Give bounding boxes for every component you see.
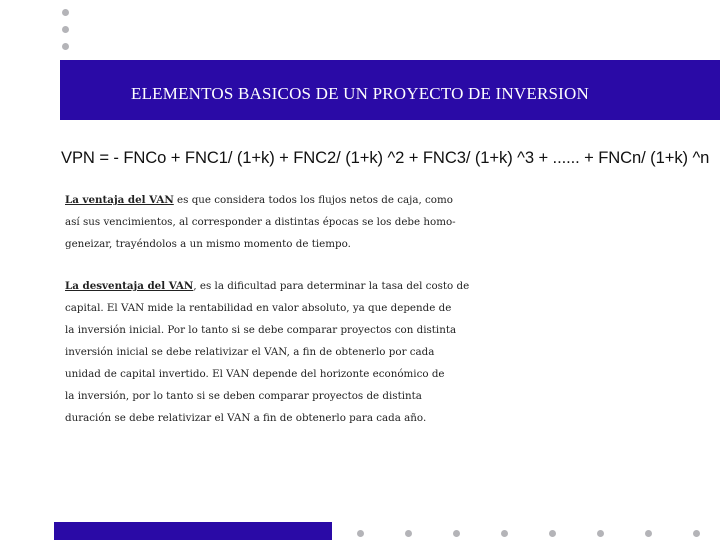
disadvantage-paragraph [65, 275, 470, 429]
decorative-dot [62, 26, 69, 33]
decorative-dot [693, 530, 700, 537]
decorative-dot [357, 530, 364, 537]
disadvantage-line-1 [65, 275, 470, 297]
disadvantage-line-7: duración se debe relativizar el VAN a fin de obtenerlo para cada año. [65, 412, 427, 424]
decorative-dot [501, 530, 508, 537]
decorative-dot [62, 43, 69, 50]
npv-formula: VPN = - FNCo + FNC1/ (1+k) + FNC2/ (1+k) ^2 + FNC3/ (1+k) ^3 + ...... + FNCn/ (1+k) ^n [61, 148, 710, 167]
disadvantage-line-6: la inversión, por lo tanto si se deben comparar proyectos de distinta [65, 390, 422, 402]
disadvantage-line-5: unidad de capital invertido. El VAN depende del horizonte económico de [65, 368, 445, 380]
slide-title: ELEMENTOS BASICOS DE UN PROYECTO DE INVERSION [131, 84, 589, 103]
advantage-text: es que considera todos los flujos netos de caja, como [173, 194, 453, 206]
disadvantage-line-4: inversión inicial se debe relativizar el VAN, a fin de obtenerlo por cada [65, 346, 435, 358]
advantage-lead: La ventaja del VAN [65, 194, 174, 206]
disadvantage-line-3: la inversión inicial. Por lo tanto si se debe comparar proyectos con distinta [65, 324, 457, 336]
advantage-line-1 [65, 189, 465, 211]
bottom-bar [54, 522, 332, 540]
decorative-dot [62, 9, 69, 16]
advantage-line-3: geneizar, trayéndolos a un mismo momento de tiempo. [65, 238, 351, 250]
disadvantage-lead: La desventaja del VAN [65, 280, 194, 292]
disadvantage-line-2: capital. El VAN mide la rentabilidad en valor absoluto, ya que depende de [65, 302, 452, 314]
advantage-line-2: así sus vencimientos, al corresponder a distintas épocas se los debe homo- [65, 216, 456, 228]
disadvantage-text: , es la dificultad para determinar la tasa del costo de [193, 280, 470, 292]
decorative-dot [549, 530, 556, 537]
decorative-dot [597, 530, 604, 537]
decorative-dot [405, 530, 412, 537]
decorative-dot [453, 530, 460, 537]
decorative-dot [645, 530, 652, 537]
advantage-paragraph [65, 189, 465, 255]
